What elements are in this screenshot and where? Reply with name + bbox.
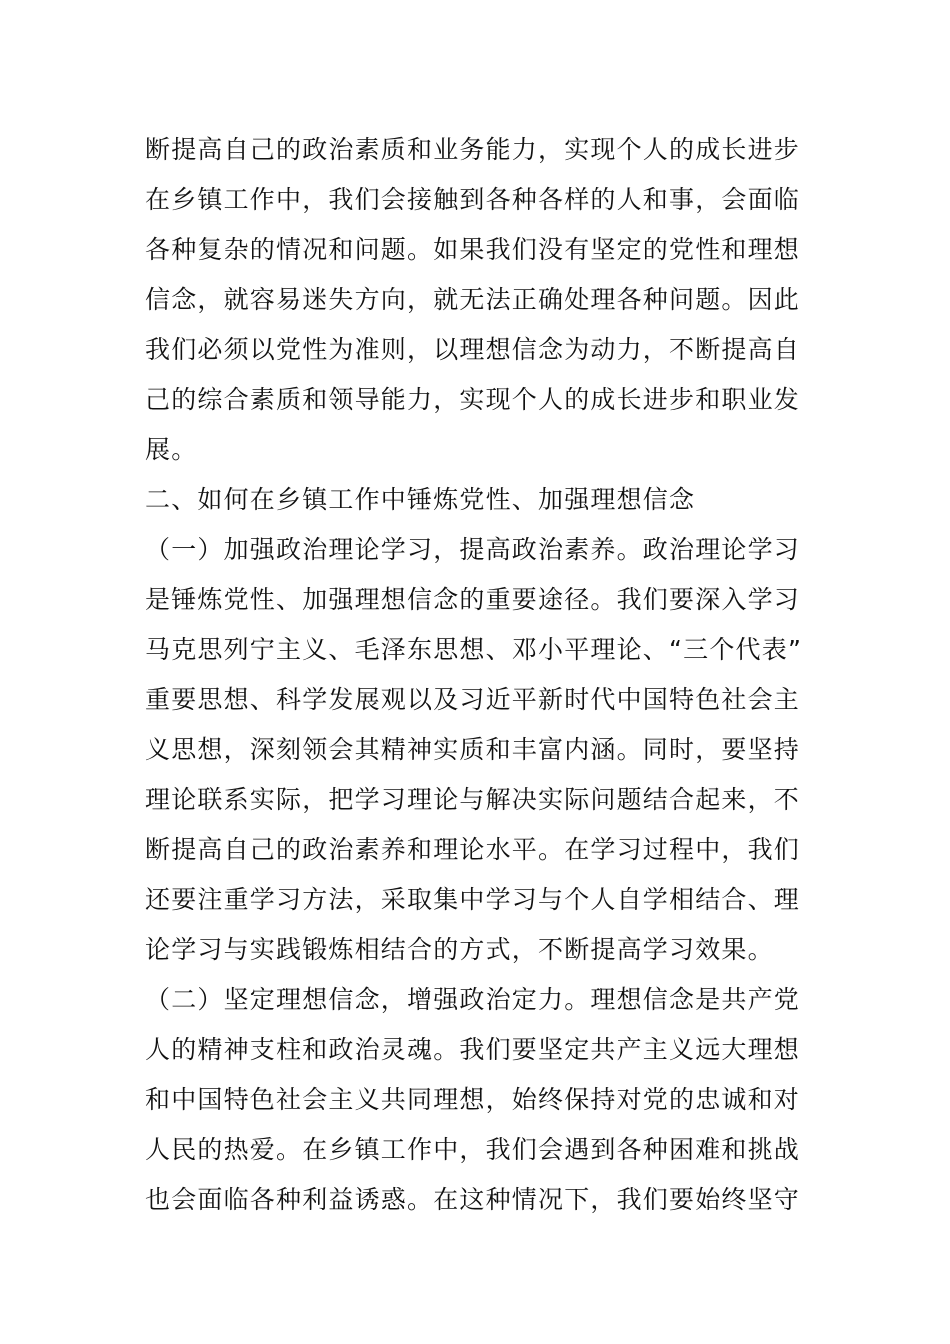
text-line: 断提高自己的政治素养和理论水平。在学习过程中，我们 [145,835,801,864]
text-line: 各种复杂的情况和问题。如果我们没有坚定的党性和理想 [145,235,801,264]
text-line: 马克思列宁主义、毛泽东思想、邓小平理论、“三个代表” [145,635,803,664]
text-line: 我们必须以党性为准则，以理想信念为动力，不断提高自 [145,335,801,364]
section-heading: 二、如何在乡镇工作中锤炼党性、加强理想信念 [145,485,696,514]
text-line: 断提高自己的政治素质和业务能力，实现个人的成长进步 [145,135,801,164]
text-line: 人民的热爱。在乡镇工作中，我们会遇到各种困难和挑战 [145,1135,801,1164]
text-line: 和中国特色社会主义共同理想，始终保持对党的忠诚和对 [145,1085,801,1114]
text-line: 论学习与实践锻炼相结合的方式，不断提高学习效果。 [145,935,774,964]
text-line: 己的综合素质和领导能力，实现个人的成长进步和职业发 [145,385,801,414]
text-line: 人的精神支柱和政治灵魂。我们要坚定共产主义远大理想 [145,1035,801,1064]
text-line: （一）加强政治理论学习，提高政治素养。政治理论学习 [145,535,801,564]
text-line: 重要思想、科学发展观以及习近平新时代中国特色社会主 [145,685,801,714]
text-line: 在乡镇工作中，我们会接触到各种各样的人和事，会面临 [145,185,801,214]
text-line: 理论联系实际，把学习理论与解决实际问题结合起来，不 [145,785,801,814]
text-line: 义思想，深刻领会其精神实质和丰富内涵。同时，要坚持 [145,735,801,764]
text-line: 信念，就容易迷失方向，就无法正确处理各种问题。因此 [145,285,801,314]
text-line: 还要注重学习方法，采取集中学习与个人自学相结合、理 [145,885,801,914]
text-line: （二）坚定理想信念，增强政治定力。理想信念是共产党 [145,985,801,1014]
text-line: 也会面临各种利益诱惑。在这种情况下，我们要始终坚守 [145,1185,801,1214]
text-line: 是锤炼党性、加强理想信念的重要途径。我们要深入学习 [145,585,801,614]
text-line: 展。 [145,435,198,464]
